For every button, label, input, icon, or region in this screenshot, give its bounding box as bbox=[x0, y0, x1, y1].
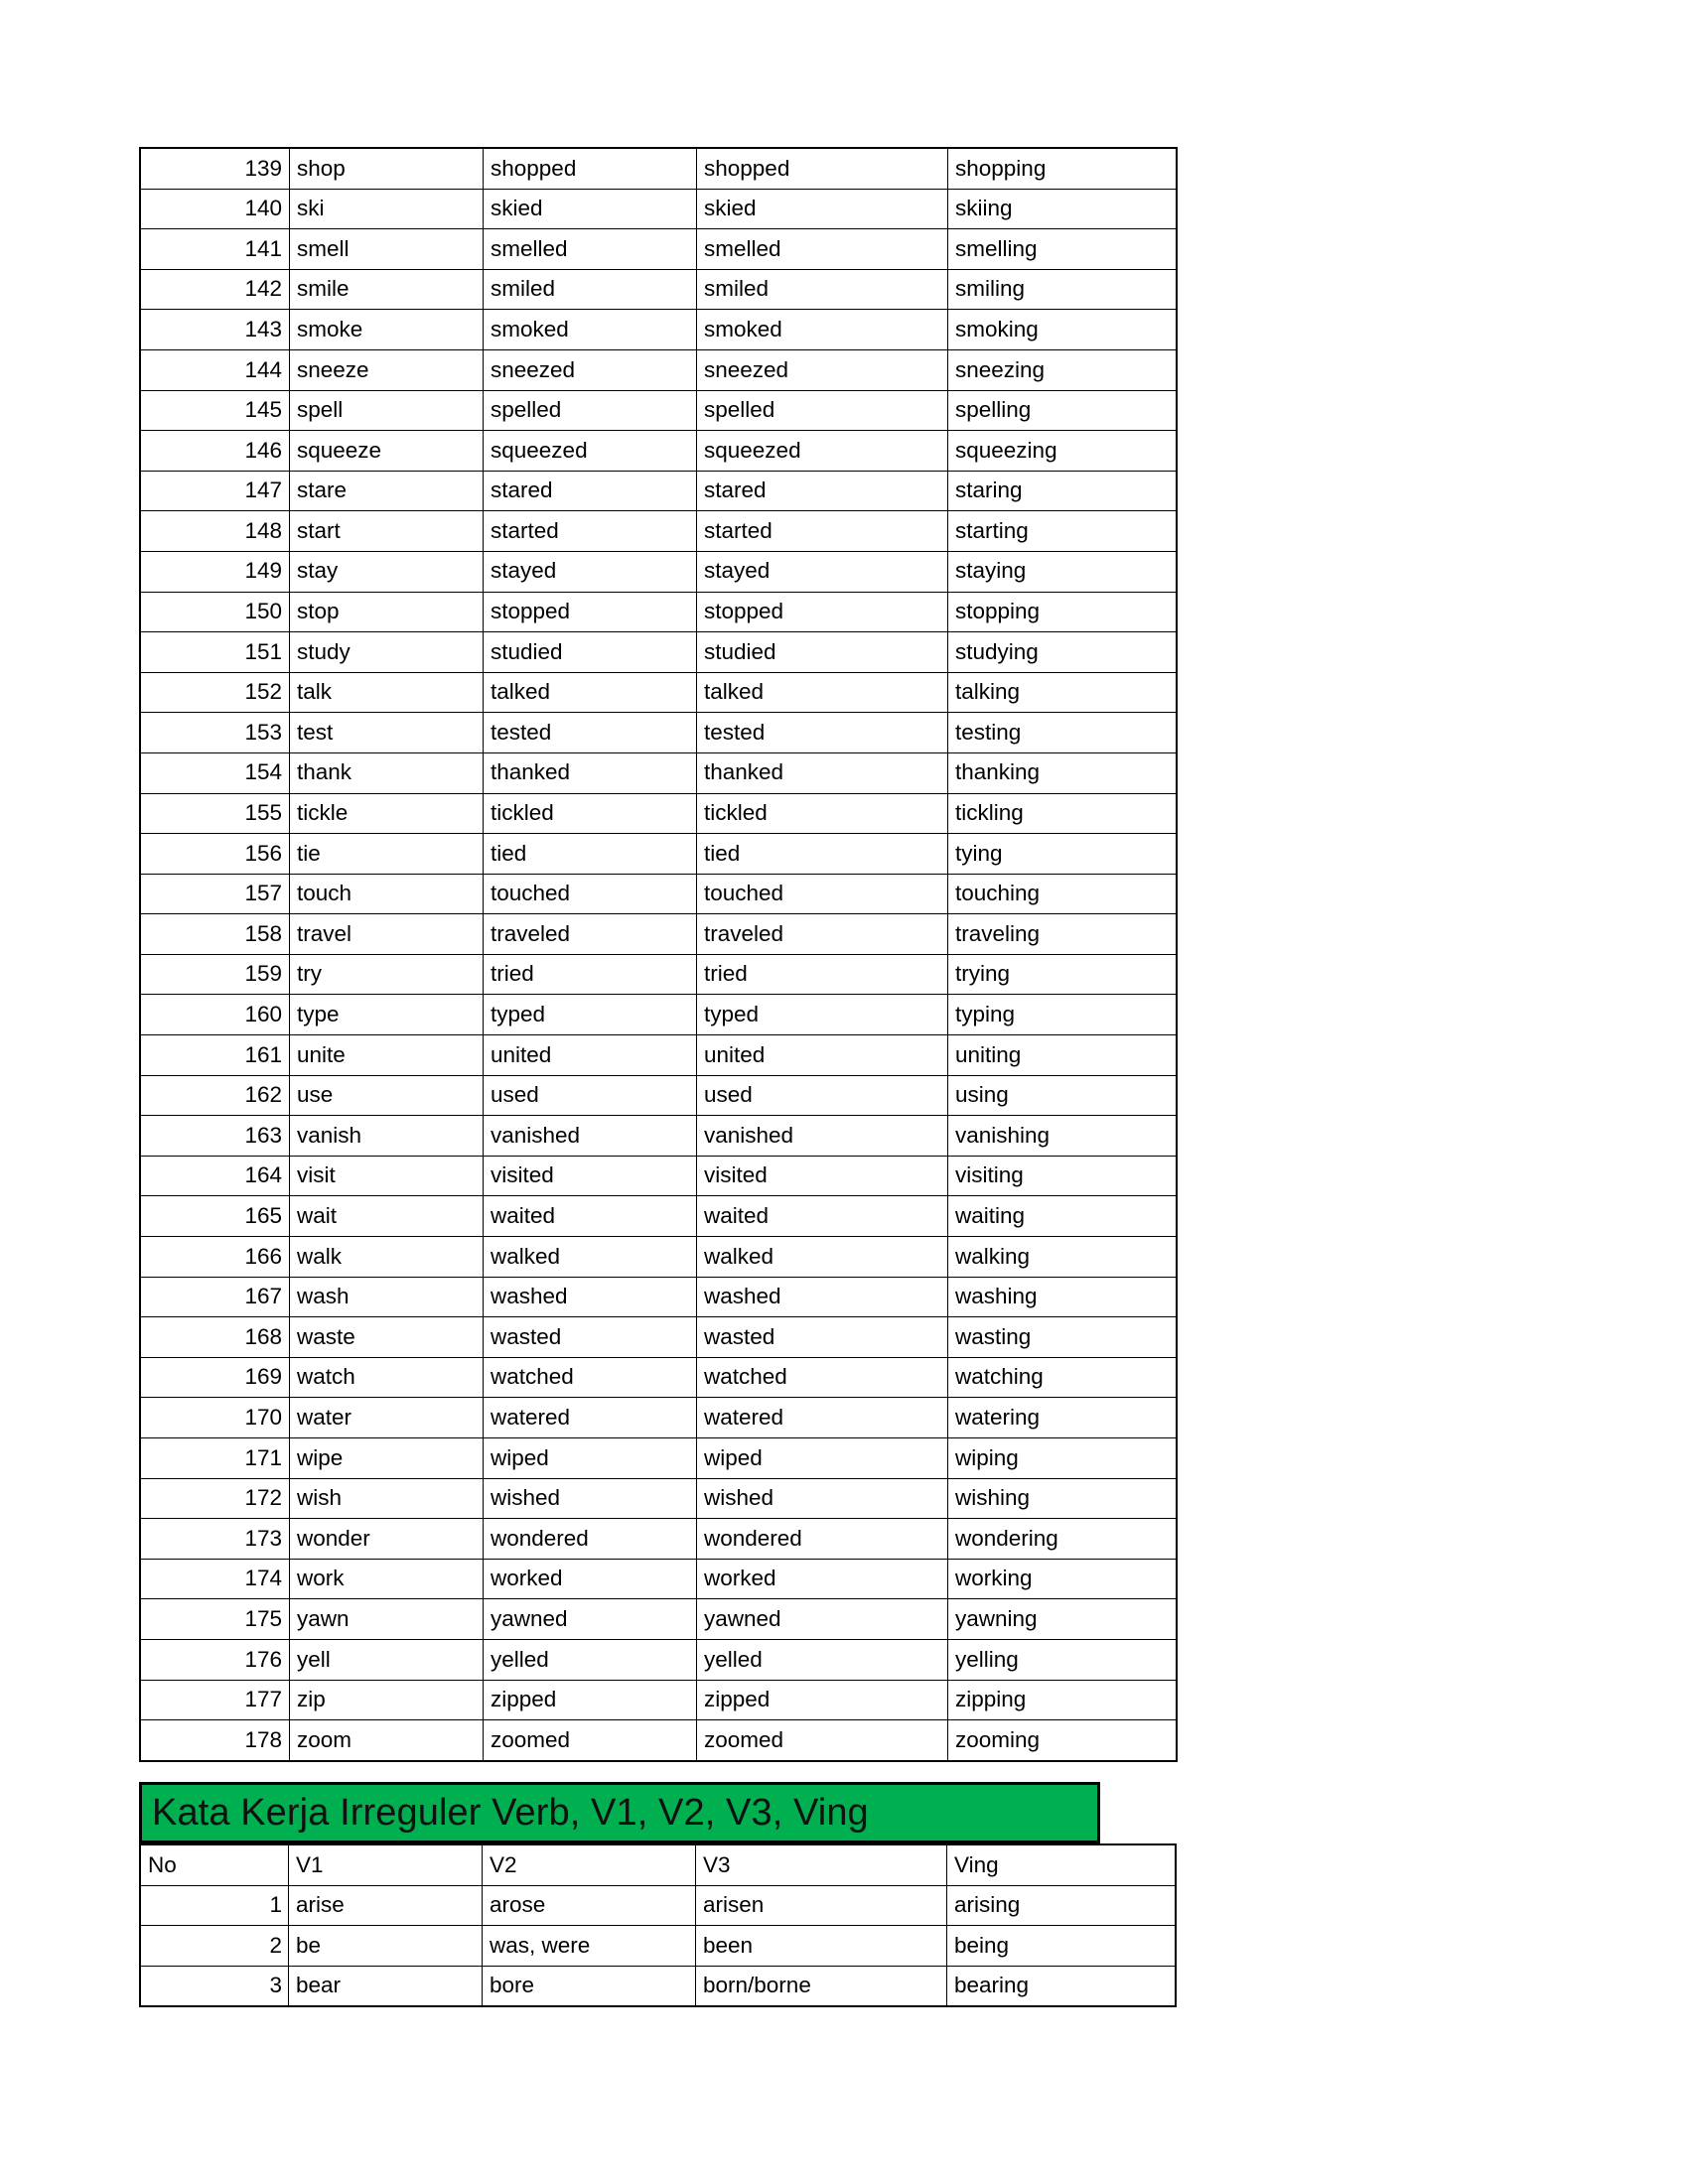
cell-v1: be bbox=[289, 1926, 483, 1967]
table-row bbox=[140, 995, 1177, 1035]
cell-v1: study bbox=[290, 632, 484, 673]
cell-v1: type bbox=[290, 995, 484, 1035]
cell-v2: typed bbox=[484, 995, 697, 1035]
cell-ving: typing bbox=[948, 995, 1178, 1035]
cell-ving: thanking bbox=[948, 752, 1178, 793]
cell-ving: wiping bbox=[948, 1438, 1178, 1479]
column-header-v2: V2 bbox=[483, 1844, 696, 1885]
cell-v2: shopped bbox=[484, 148, 697, 189]
cell-v2: smoked bbox=[484, 310, 697, 350]
cell-v3: shopped bbox=[697, 148, 948, 189]
cell-v2: smiled bbox=[484, 269, 697, 310]
table-row bbox=[140, 1478, 1177, 1519]
cell-no: 151 bbox=[140, 632, 290, 673]
column-header-no: No bbox=[140, 1844, 289, 1885]
cell-no: 159 bbox=[140, 954, 290, 995]
cell-v3: zoomed bbox=[697, 1720, 948, 1761]
cell-v3: typed bbox=[697, 995, 948, 1035]
table-row bbox=[140, 1317, 1177, 1358]
cell-v2: touched bbox=[484, 874, 697, 914]
cell-ving: vanishing bbox=[948, 1116, 1178, 1157]
cell-v2: squeezed bbox=[484, 431, 697, 472]
cell-v3: smelled bbox=[697, 229, 948, 270]
cell-v1: thank bbox=[290, 752, 484, 793]
cell-v1: stay bbox=[290, 551, 484, 592]
cell-v3: watered bbox=[697, 1398, 948, 1438]
cell-v2: smelled bbox=[484, 229, 697, 270]
cell-no: 160 bbox=[140, 995, 290, 1035]
cell-no: 149 bbox=[140, 551, 290, 592]
irregular-verbs-banner bbox=[139, 1782, 1100, 1843]
cell-v1: smile bbox=[290, 269, 484, 310]
cell-v3: smiled bbox=[697, 269, 948, 310]
cell-v2: yawned bbox=[484, 1599, 697, 1640]
table-row bbox=[140, 914, 1177, 955]
cell-v1: use bbox=[290, 1075, 484, 1116]
cell-v2: talked bbox=[484, 672, 697, 713]
cell-no: 155 bbox=[140, 793, 290, 834]
cell-no: 174 bbox=[140, 1559, 290, 1599]
cell-ving: smiling bbox=[948, 269, 1178, 310]
cell-v1: talk bbox=[290, 672, 484, 713]
cell-no: 167 bbox=[140, 1277, 290, 1317]
cell-v2: tried bbox=[484, 954, 697, 995]
cell-v1: wonder bbox=[290, 1519, 484, 1560]
cell-v1: waste bbox=[290, 1317, 484, 1358]
cell-ving: watering bbox=[948, 1398, 1178, 1438]
table-row bbox=[140, 752, 1177, 793]
cell-v3: squeezed bbox=[697, 431, 948, 472]
cell-no: 139 bbox=[140, 148, 290, 189]
table-row bbox=[140, 672, 1177, 713]
cell-v3: used bbox=[697, 1075, 948, 1116]
cell-v1: zip bbox=[290, 1680, 484, 1720]
table-row bbox=[140, 1156, 1177, 1196]
cell-no: 158 bbox=[140, 914, 290, 955]
cell-no: 169 bbox=[140, 1357, 290, 1398]
table-row bbox=[140, 874, 1177, 914]
cell-v1: work bbox=[290, 1559, 484, 1599]
cell-no: 152 bbox=[140, 672, 290, 713]
cell-v3: sneezed bbox=[697, 349, 948, 390]
cell-v2: tied bbox=[484, 834, 697, 875]
table-row bbox=[140, 793, 1177, 834]
cell-ving: spelling bbox=[948, 390, 1178, 431]
cell-v3: traveled bbox=[697, 914, 948, 955]
table-row bbox=[140, 269, 1177, 310]
cell-no: 164 bbox=[140, 1156, 290, 1196]
cell-ving: stopping bbox=[948, 592, 1178, 632]
cell-no: 146 bbox=[140, 431, 290, 472]
table-row bbox=[140, 632, 1177, 673]
cell-ving: starting bbox=[948, 511, 1178, 552]
cell-v1: travel bbox=[290, 914, 484, 955]
cell-v2: zipped bbox=[484, 1680, 697, 1720]
table-row bbox=[140, 713, 1177, 753]
regular-verbs-table bbox=[139, 147, 1178, 1762]
cell-ving: tying bbox=[948, 834, 1178, 875]
cell-v2: was, were bbox=[483, 1926, 696, 1967]
table-row bbox=[140, 1720, 1177, 1761]
cell-v3: touched bbox=[697, 874, 948, 914]
cell-ving: skiing bbox=[948, 189, 1178, 229]
cell-ving: touching bbox=[948, 874, 1178, 914]
table-row bbox=[140, 1398, 1177, 1438]
cell-v1: stop bbox=[290, 592, 484, 632]
cell-ving: yawning bbox=[948, 1599, 1178, 1640]
column-header-v3: V3 bbox=[696, 1844, 947, 1885]
cell-no: 147 bbox=[140, 471, 290, 511]
cell-no: 177 bbox=[140, 1680, 290, 1720]
cell-v2: vanished bbox=[484, 1116, 697, 1157]
cell-no: 156 bbox=[140, 834, 290, 875]
cell-ving: washing bbox=[948, 1277, 1178, 1317]
cell-v3: zipped bbox=[697, 1680, 948, 1720]
cell-ving: traveling bbox=[948, 914, 1178, 955]
cell-no: 162 bbox=[140, 1075, 290, 1116]
cell-v1: watch bbox=[290, 1357, 484, 1398]
cell-v1: wipe bbox=[290, 1438, 484, 1479]
cell-v2: visited bbox=[484, 1156, 697, 1196]
cell-ving: visiting bbox=[948, 1156, 1178, 1196]
cell-v1: walk bbox=[290, 1237, 484, 1278]
cell-ving: staying bbox=[948, 551, 1178, 592]
cell-no: 148 bbox=[140, 511, 290, 552]
cell-no: 175 bbox=[140, 1599, 290, 1640]
cell-no: 3 bbox=[140, 1966, 289, 2006]
table-row bbox=[140, 592, 1177, 632]
cell-no: 141 bbox=[140, 229, 290, 270]
cell-v2: worked bbox=[484, 1559, 697, 1599]
cell-ving: squeezing bbox=[948, 431, 1178, 472]
cell-ving: trying bbox=[948, 954, 1178, 995]
table-row bbox=[140, 511, 1177, 552]
cell-v1: wait bbox=[290, 1196, 484, 1237]
cell-v2: arose bbox=[483, 1885, 696, 1926]
cell-ving: walking bbox=[948, 1237, 1178, 1278]
cell-v3: wondered bbox=[697, 1519, 948, 1560]
cell-no: 172 bbox=[140, 1478, 290, 1519]
table-row bbox=[140, 431, 1177, 472]
cell-ving: waiting bbox=[948, 1196, 1178, 1237]
cell-v3: stared bbox=[697, 471, 948, 511]
cell-v1: vanish bbox=[290, 1116, 484, 1157]
cell-ving: wishing bbox=[948, 1478, 1178, 1519]
cell-v3: stayed bbox=[697, 551, 948, 592]
cell-v3: tickled bbox=[697, 793, 948, 834]
cell-no: 145 bbox=[140, 390, 290, 431]
table-row bbox=[140, 349, 1177, 390]
cell-v1: try bbox=[290, 954, 484, 995]
cell-v1: stare bbox=[290, 471, 484, 511]
cell-v1: wish bbox=[290, 1478, 484, 1519]
cell-v3: tested bbox=[697, 713, 948, 753]
cell-v3: walked bbox=[697, 1237, 948, 1278]
table-row bbox=[140, 1357, 1177, 1398]
cell-ving: uniting bbox=[948, 1035, 1178, 1076]
cell-no: 140 bbox=[140, 189, 290, 229]
table-row bbox=[140, 229, 1177, 270]
table-row bbox=[140, 310, 1177, 350]
cell-v2: washed bbox=[484, 1277, 697, 1317]
cell-ving: using bbox=[948, 1075, 1178, 1116]
cell-v2: stopped bbox=[484, 592, 697, 632]
table-row bbox=[140, 1438, 1177, 1479]
table-row bbox=[140, 1639, 1177, 1680]
cell-v1: test bbox=[290, 713, 484, 753]
cell-no: 176 bbox=[140, 1639, 290, 1680]
cell-v1: touch bbox=[290, 874, 484, 914]
table-row bbox=[140, 834, 1177, 875]
cell-v2: wasted bbox=[484, 1317, 697, 1358]
cell-v2: wished bbox=[484, 1478, 697, 1519]
cell-ving: staring bbox=[948, 471, 1178, 511]
cell-no: 171 bbox=[140, 1438, 290, 1479]
cell-ving: testing bbox=[948, 713, 1178, 753]
cell-ving: being bbox=[947, 1926, 1177, 1967]
cell-v1: unite bbox=[290, 1035, 484, 1076]
cell-v1: yawn bbox=[290, 1599, 484, 1640]
cell-ving: watching bbox=[948, 1357, 1178, 1398]
cell-no: 165 bbox=[140, 1196, 290, 1237]
table-row bbox=[140, 1599, 1177, 1640]
cell-v2: sneezed bbox=[484, 349, 697, 390]
cell-v3: united bbox=[697, 1035, 948, 1076]
table-row bbox=[140, 1196, 1177, 1237]
cell-v3: skied bbox=[697, 189, 948, 229]
cell-no: 173 bbox=[140, 1519, 290, 1560]
table-row bbox=[140, 1035, 1177, 1076]
cell-no: 168 bbox=[140, 1317, 290, 1358]
cell-v3: watched bbox=[697, 1357, 948, 1398]
table-row bbox=[140, 1926, 1176, 1967]
cell-v1: sneeze bbox=[290, 349, 484, 390]
cell-no: 170 bbox=[140, 1398, 290, 1438]
cell-v2: tested bbox=[484, 713, 697, 753]
cell-ving: zooming bbox=[948, 1720, 1178, 1761]
cell-v2: wondered bbox=[484, 1519, 697, 1560]
column-header-v1: V1 bbox=[289, 1844, 483, 1885]
table-row bbox=[140, 1966, 1176, 2006]
cell-v1: water bbox=[290, 1398, 484, 1438]
cell-v3: tied bbox=[697, 834, 948, 875]
cell-v1: smoke bbox=[290, 310, 484, 350]
cell-no: 154 bbox=[140, 752, 290, 793]
cell-ving: smelling bbox=[948, 229, 1178, 270]
cell-v2: used bbox=[484, 1075, 697, 1116]
cell-v3: talked bbox=[697, 672, 948, 713]
cell-v2: started bbox=[484, 511, 697, 552]
cell-v3: started bbox=[697, 511, 948, 552]
regular-verbs-table-body bbox=[140, 148, 1177, 1761]
cell-v2: bore bbox=[483, 1966, 696, 2006]
cell-v1: visit bbox=[290, 1156, 484, 1196]
irregular-verbs-table-body bbox=[140, 1844, 1176, 2006]
cell-v1: squeeze bbox=[290, 431, 484, 472]
cell-v2: walked bbox=[484, 1237, 697, 1278]
cell-v2: thanked bbox=[484, 752, 697, 793]
cell-ving: sneezing bbox=[948, 349, 1178, 390]
cell-v3: wiped bbox=[697, 1438, 948, 1479]
cell-v1: arise bbox=[289, 1885, 483, 1926]
cell-v2: wiped bbox=[484, 1438, 697, 1479]
cell-v2: stayed bbox=[484, 551, 697, 592]
table-row bbox=[140, 148, 1177, 189]
cell-v2: spelled bbox=[484, 390, 697, 431]
table-row bbox=[140, 1116, 1177, 1157]
cell-v1: bear bbox=[289, 1966, 483, 2006]
table-row bbox=[140, 1519, 1177, 1560]
column-header-ving: Ving bbox=[947, 1844, 1177, 1885]
cell-ving: shopping bbox=[948, 148, 1178, 189]
table-row bbox=[140, 1559, 1177, 1599]
cell-v3: visited bbox=[697, 1156, 948, 1196]
table-row bbox=[140, 954, 1177, 995]
table-header-row bbox=[140, 1844, 1176, 1885]
cell-no: 2 bbox=[140, 1926, 289, 1967]
cell-v2: united bbox=[484, 1035, 697, 1076]
cell-no: 143 bbox=[140, 310, 290, 350]
cell-v2: tickled bbox=[484, 793, 697, 834]
cell-v1: ski bbox=[290, 189, 484, 229]
irregular-verbs-banner-title: Kata Kerja Irreguler Verb, V1, V2, V3, Ving bbox=[152, 1792, 869, 1834]
cell-v3: wasted bbox=[697, 1317, 948, 1358]
cell-ving: zipping bbox=[948, 1680, 1178, 1720]
cell-v3: born/borne bbox=[696, 1966, 947, 2006]
cell-v2: waited bbox=[484, 1196, 697, 1237]
cell-v3: waited bbox=[697, 1196, 948, 1237]
cell-v2: zoomed bbox=[484, 1720, 697, 1761]
table-row bbox=[140, 1075, 1177, 1116]
cell-v2: watered bbox=[484, 1398, 697, 1438]
cell-v3: smoked bbox=[697, 310, 948, 350]
cell-no: 178 bbox=[140, 1720, 290, 1761]
table-row bbox=[140, 1277, 1177, 1317]
cell-v2: watched bbox=[484, 1357, 697, 1398]
cell-ving: bearing bbox=[947, 1966, 1177, 2006]
table-row bbox=[140, 471, 1177, 511]
cell-v3: worked bbox=[697, 1559, 948, 1599]
cell-ving: talking bbox=[948, 672, 1178, 713]
cell-v3: been bbox=[696, 1926, 947, 1967]
cell-v3: vanished bbox=[697, 1116, 948, 1157]
cell-v3: wished bbox=[697, 1478, 948, 1519]
table-row bbox=[140, 1680, 1177, 1720]
cell-no: 166 bbox=[140, 1237, 290, 1278]
cell-ving: arising bbox=[947, 1885, 1177, 1926]
cell-ving: tickling bbox=[948, 793, 1178, 834]
cell-v3: tried bbox=[697, 954, 948, 995]
cell-v3: yawned bbox=[697, 1599, 948, 1640]
cell-v1: wash bbox=[290, 1277, 484, 1317]
cell-v3: yelled bbox=[697, 1639, 948, 1680]
cell-ving: studying bbox=[948, 632, 1178, 673]
cell-no: 163 bbox=[140, 1116, 290, 1157]
cell-v1: yell bbox=[290, 1639, 484, 1680]
cell-no: 142 bbox=[140, 269, 290, 310]
cell-v3: studied bbox=[697, 632, 948, 673]
table-row bbox=[140, 1885, 1176, 1926]
table-row bbox=[140, 189, 1177, 229]
cell-ving: smoking bbox=[948, 310, 1178, 350]
cell-ving: wondering bbox=[948, 1519, 1178, 1560]
cell-v1: spell bbox=[290, 390, 484, 431]
table-row bbox=[140, 390, 1177, 431]
cell-no: 150 bbox=[140, 592, 290, 632]
cell-ving: wasting bbox=[948, 1317, 1178, 1358]
irregular-verbs-section bbox=[139, 1782, 1100, 2007]
irregular-verbs-table bbox=[139, 1843, 1177, 2007]
cell-v3: thanked bbox=[697, 752, 948, 793]
cell-ving: working bbox=[948, 1559, 1178, 1599]
cell-no: 161 bbox=[140, 1035, 290, 1076]
cell-v2: studied bbox=[484, 632, 697, 673]
table-row bbox=[140, 551, 1177, 592]
cell-v3: spelled bbox=[697, 390, 948, 431]
cell-v2: traveled bbox=[484, 914, 697, 955]
cell-v3: washed bbox=[697, 1277, 948, 1317]
cell-no: 1 bbox=[140, 1885, 289, 1926]
cell-ving: yelling bbox=[948, 1639, 1178, 1680]
cell-no: 144 bbox=[140, 349, 290, 390]
cell-v1: shop bbox=[290, 148, 484, 189]
cell-v1: tickle bbox=[290, 793, 484, 834]
cell-v1: zoom bbox=[290, 1720, 484, 1761]
cell-v2: stared bbox=[484, 471, 697, 511]
cell-v3: stopped bbox=[697, 592, 948, 632]
cell-v1: tie bbox=[290, 834, 484, 875]
cell-v2: skied bbox=[484, 189, 697, 229]
cell-no: 153 bbox=[140, 713, 290, 753]
cell-v1: start bbox=[290, 511, 484, 552]
table-row bbox=[140, 1237, 1177, 1278]
cell-v2: yelled bbox=[484, 1639, 697, 1680]
cell-v1: smell bbox=[290, 229, 484, 270]
regular-verbs-table-container bbox=[139, 147, 1100, 1762]
cell-v3: arisen bbox=[696, 1885, 947, 1926]
cell-no: 157 bbox=[140, 874, 290, 914]
